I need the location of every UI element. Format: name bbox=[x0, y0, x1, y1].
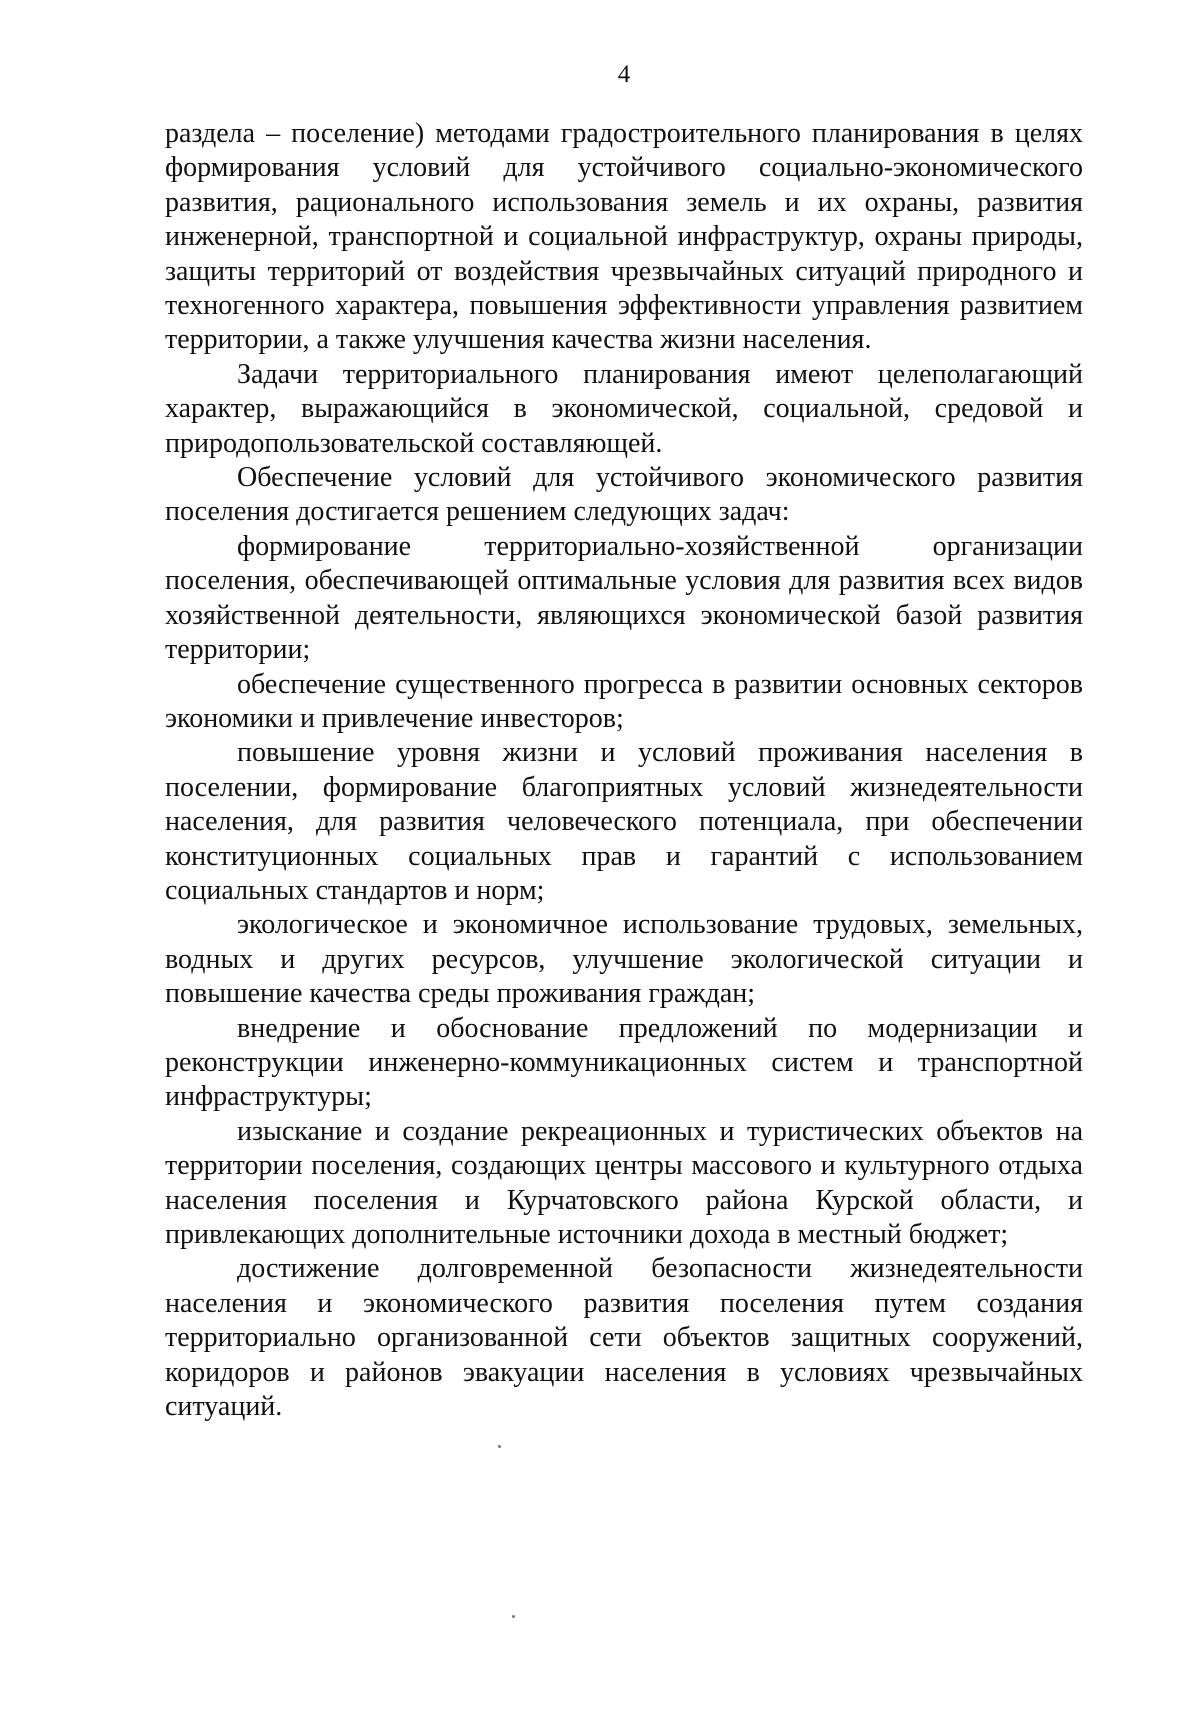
scan-speck bbox=[498, 1445, 501, 1448]
page-number: 4 bbox=[617, 61, 631, 88]
paragraph-intro-continuation: раздела – поселение) методами градостроительного планирования в целях формирования условий для устойчивого социально-экономического развития, рационального использования земель и их охраны, развития инженерной, транспортной и социальной инфраструктур, охраны природы, защиты территорий от воздействия чрезвычайных ситуаций природного и техногенного характера, повышения эффективности управления развитием территории, а также улучшения качества жизни населения. bbox=[165, 118, 1083, 356]
paragraph-planning-tasks: Задачи территориального планирования имеют целеполагающий характер, выражающийся в экономической, социальной, средовой и природопользовательской составляющей. bbox=[165, 358, 1083, 459]
scan-speck bbox=[512, 1615, 515, 1618]
list-item-recreation-objects: изыскание и создание рекреационных и туристических объектов на территории поселения, создающих центры массового и культурного отдыха населения поселения и Курчатовского района Курской области, и привлекающих дополнительные источники дохода в местный бюджет; bbox=[165, 1115, 1083, 1250]
list-item-economic-progress: обеспечение существенного прогресса в развитии основных секторов экономики и привлечение инвесторов; bbox=[165, 668, 1083, 734]
list-item-territorial-organization: формирование территориально-хозяйственной организации поселения, обеспечивающей оптимальные условия для развития всех видов хозяйственной деятельности, являющихся экономической базой развития территории; bbox=[165, 530, 1083, 666]
paragraph-economic-development: Обеспечение условий для устойчивого экономического развития поселения достигается решением следующих задач: bbox=[165, 462, 1083, 528]
list-item-long-term-safety: достижение долговременной безопасности жизнедеятельности населения и экономического развития поселения путем создания территориально организованной сети объектов защитных сооружений, коридоров и районов эвакуации населения в условиях чрезвычайных ситуаций. bbox=[165, 1253, 1083, 1423]
list-item-living-standards: повышение уровня жизни и условий проживания населения в поселении, формирование благоприятных условий жизнедеятельности населения, для развития человеческого потенциала, при обеспечении конституционных социальных прав и гарантий с использованием социальных стандартов и норм; bbox=[165, 737, 1083, 906]
document-body bbox=[165, 117, 1083, 1424]
list-item-resource-use: экологическое и экономичное использование трудовых, земельных, водных и других ресурсов, улучшение экологической ситуации и повышение качества среды проживания граждан; bbox=[165, 909, 1083, 1010]
list-item-infrastructure-modernization: внедрение и обоснование предложений по модернизации и реконструкции инженерно-коммуникационных систем и транспортной инфраструктуры; bbox=[165, 1012, 1083, 1113]
